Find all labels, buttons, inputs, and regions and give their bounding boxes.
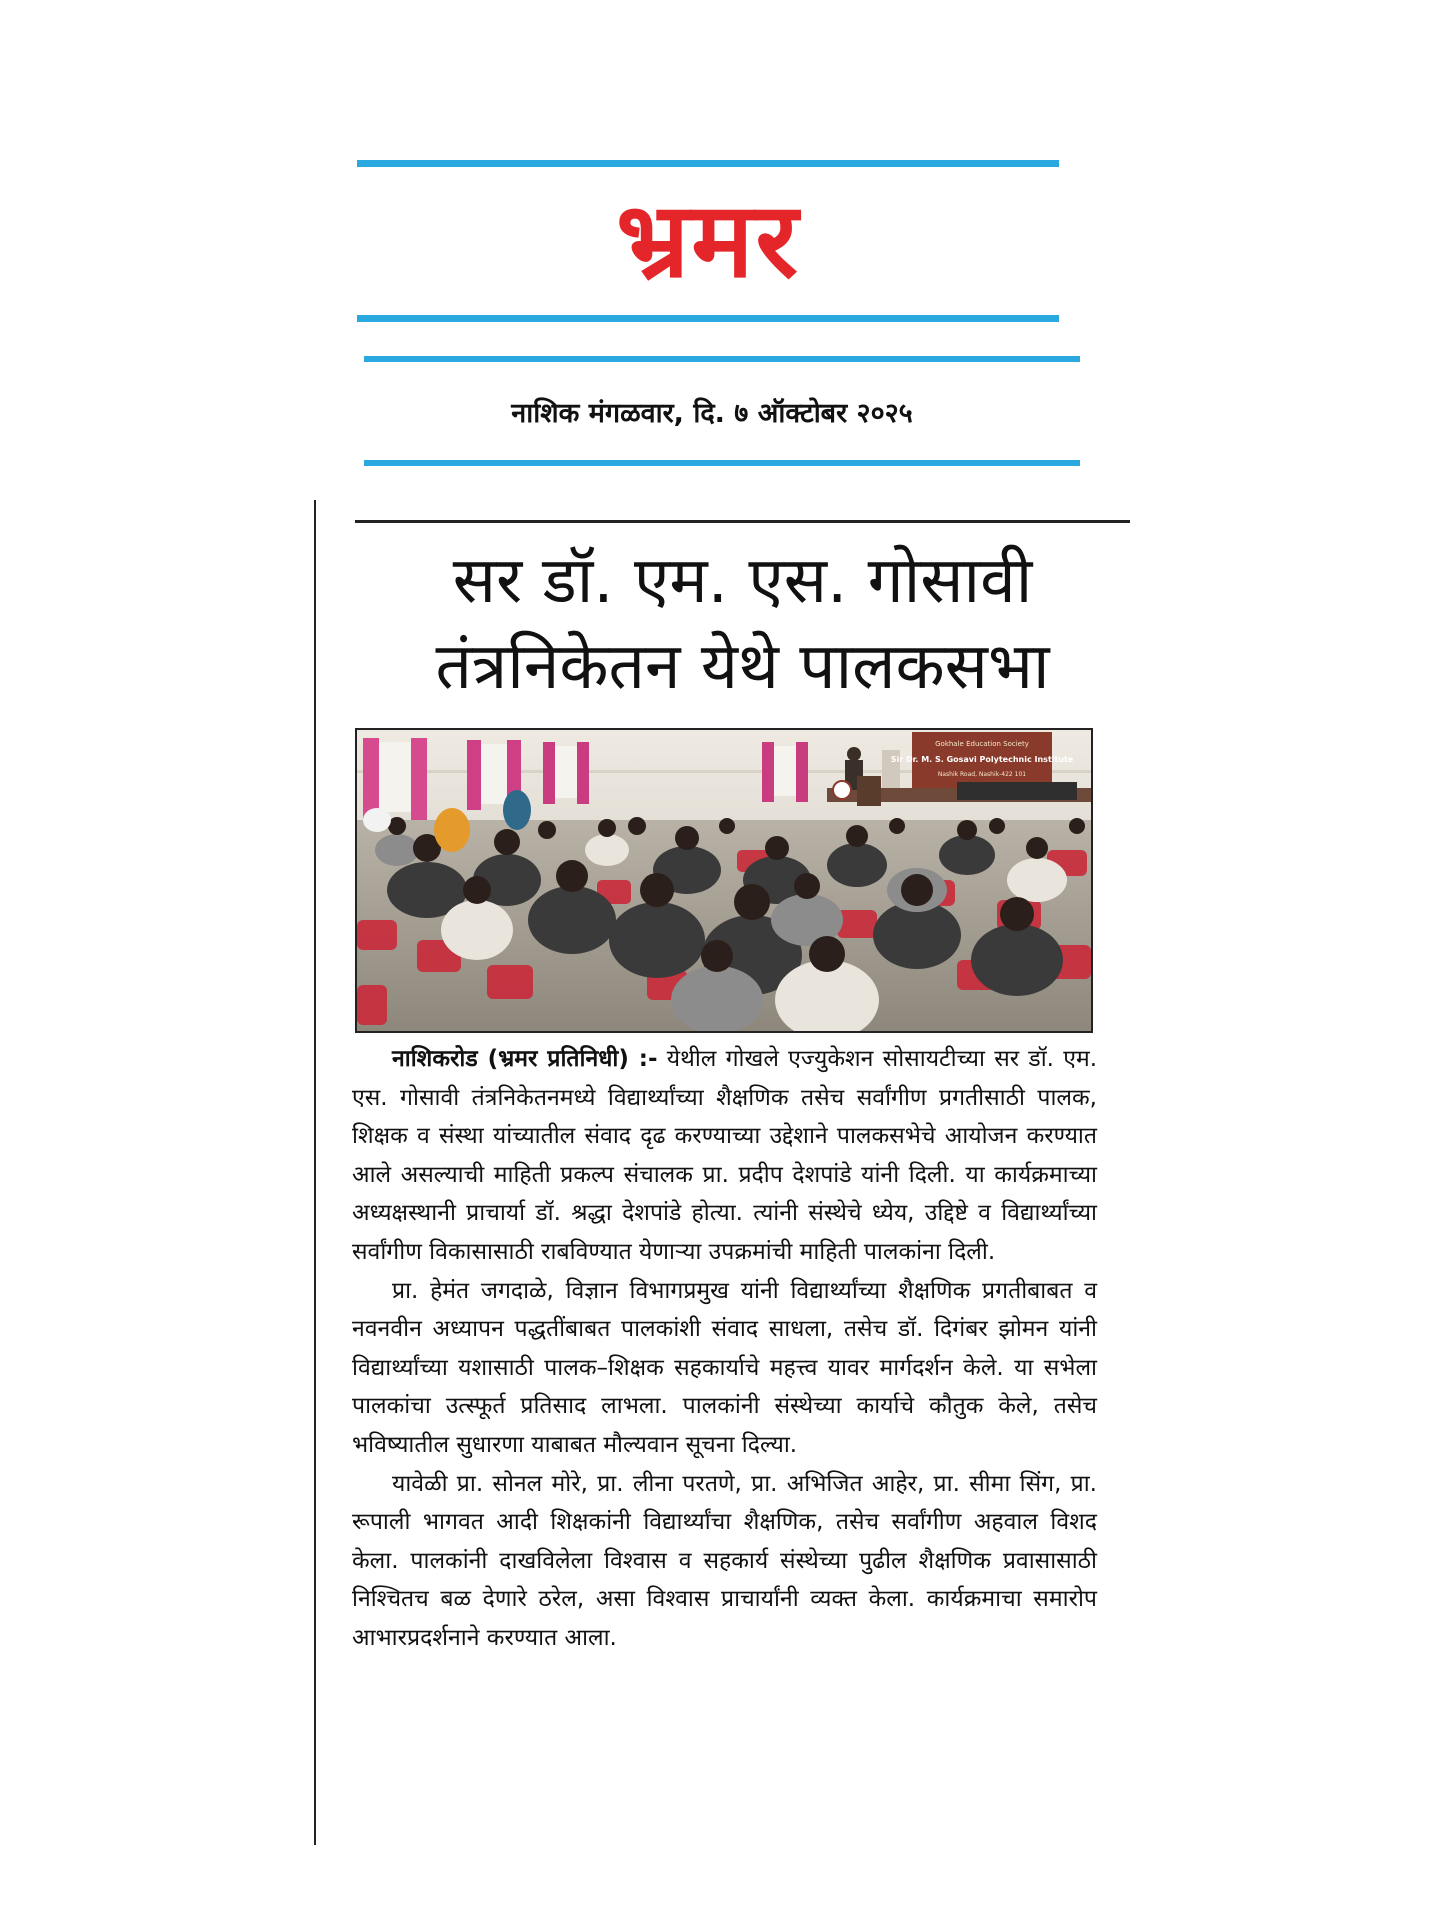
banner-line-3: Nashik Road, Nashik-422 101	[937, 771, 1027, 778]
article-paragraph-3: यावेळी प्रा. सोनल मोरे, प्रा. लीना परतणे, प्रा. अभिजित आहेर, प्रा. सीमा सिंग, प्रा. रूपाली भागवत आदी शिक्षकांनी विद्यार्थ्यांचा शैक्षणिक, तसेच सर्वांगीण अहवाल विशद केला. पालकांनी दाखविलेला विश्वास व सहकार्य संस्थेच्या पुढील शैक्षणिक प्रवासासाठी निश्चितच बळ देणारे ठरेल, असा विश्वास प्राचार्यांनी व्यक्त केला. कार्यक्रमाचा समारोप आभारप्रदर्शनाने करण्यात आला.	[352, 1470, 1097, 1651]
edition-date: नाशिक मंगळवार, दि. ७ ऑक्टोबर २०२५	[382, 378, 1042, 444]
dateline-bottom-rule	[364, 460, 1080, 466]
newspaper-logo: भ्रमर	[616, 179, 800, 301]
headline-line-2: तंत्रनिकेतन येथे पालकसभा	[435, 630, 1050, 704]
stage-banner	[891, 732, 1074, 788]
masthead-top-rule	[357, 160, 1059, 167]
article-headline	[355, 538, 1130, 710]
banner-line-2: Sir Dr. M. S. Gosavi Polytechnic Institute	[890, 755, 1074, 764]
audience-photo-illustration	[357, 730, 1091, 1031]
column-divider	[314, 500, 316, 1845]
article-paragraph-1	[352, 1040, 1097, 1272]
banner-line-1: Gokhale Education Society	[935, 740, 1029, 748]
headline-top-rule	[355, 520, 1130, 523]
article-body	[352, 1040, 1097, 1658]
masthead-bottom-rule	[357, 315, 1059, 322]
dateline-top-rule	[364, 356, 1080, 362]
masthead	[357, 160, 1059, 322]
dateline-band	[364, 356, 1080, 466]
headline-line-1: सर डॉ. एम. एस. गोसावी	[452, 544, 1033, 618]
article-dateline: नाशिकरोड (भ्रमर प्रतिनिधी) :-	[392, 1046, 658, 1072]
event-photo	[355, 728, 1093, 1033]
article-paragraph-1-text: येथील गोखले एज्युकेशन सोसायटीच्या सर डॉ. एम. एस. गोसावी तंत्रनिकेतनमध्ये विद्यार्थ्यांच्या शैक्षणिक तसेच सर्वांगीण प्रगतीसाठी पालक, शिक्षक व संस्था यांच्यातील संवाद दृढ करण्याच्या उद्देशाने पालकसभेचे आयोजन करण्यात आले असल्याची माहिती प्रकल्प संचालक प्रा. प्रदीप देशपांडे यांनी दिली. या कार्यक्रमाच्या अध्यक्षस्थानी प्राचार्या डॉ. श्रद्धा देशपांडे होत्या. त्यांनी संस्थेचे ध्येय, उद्दिष्टे व विद्यार्थ्यांच्या सर्वांगीण विकासासाठी राबविण्यात येणाऱ्या उपक्रमांची माहिती पालकांना दिली.	[352, 1046, 1098, 1265]
article-paragraph-2: प्रा. हेमंत जगदाळे, विज्ञान विभागप्रमुख यांनी विद्यार्थ्यांच्या शैक्षणिक प्रगतीबाबत व नवनवीन अध्यापन पद्धतींबाबत पालकांशी संवाद साधला, तसेच डॉ. दिगंबर झोमन यांनी विद्यार्थ्यांच्या यशासाठी पालक–शिक्षक सहकार्याचे महत्त्व यावर मार्गदर्शन केले. या सभेला पालकांचा उत्स्फूर्त प्रतिसाद लाभला. पालकांनी संस्थेच्या कार्याचे कौतुक केले, तसेच भविष्यातील सुधारणा याबाबत मौल्यवान सूचना दिल्या.	[352, 1277, 1097, 1458]
